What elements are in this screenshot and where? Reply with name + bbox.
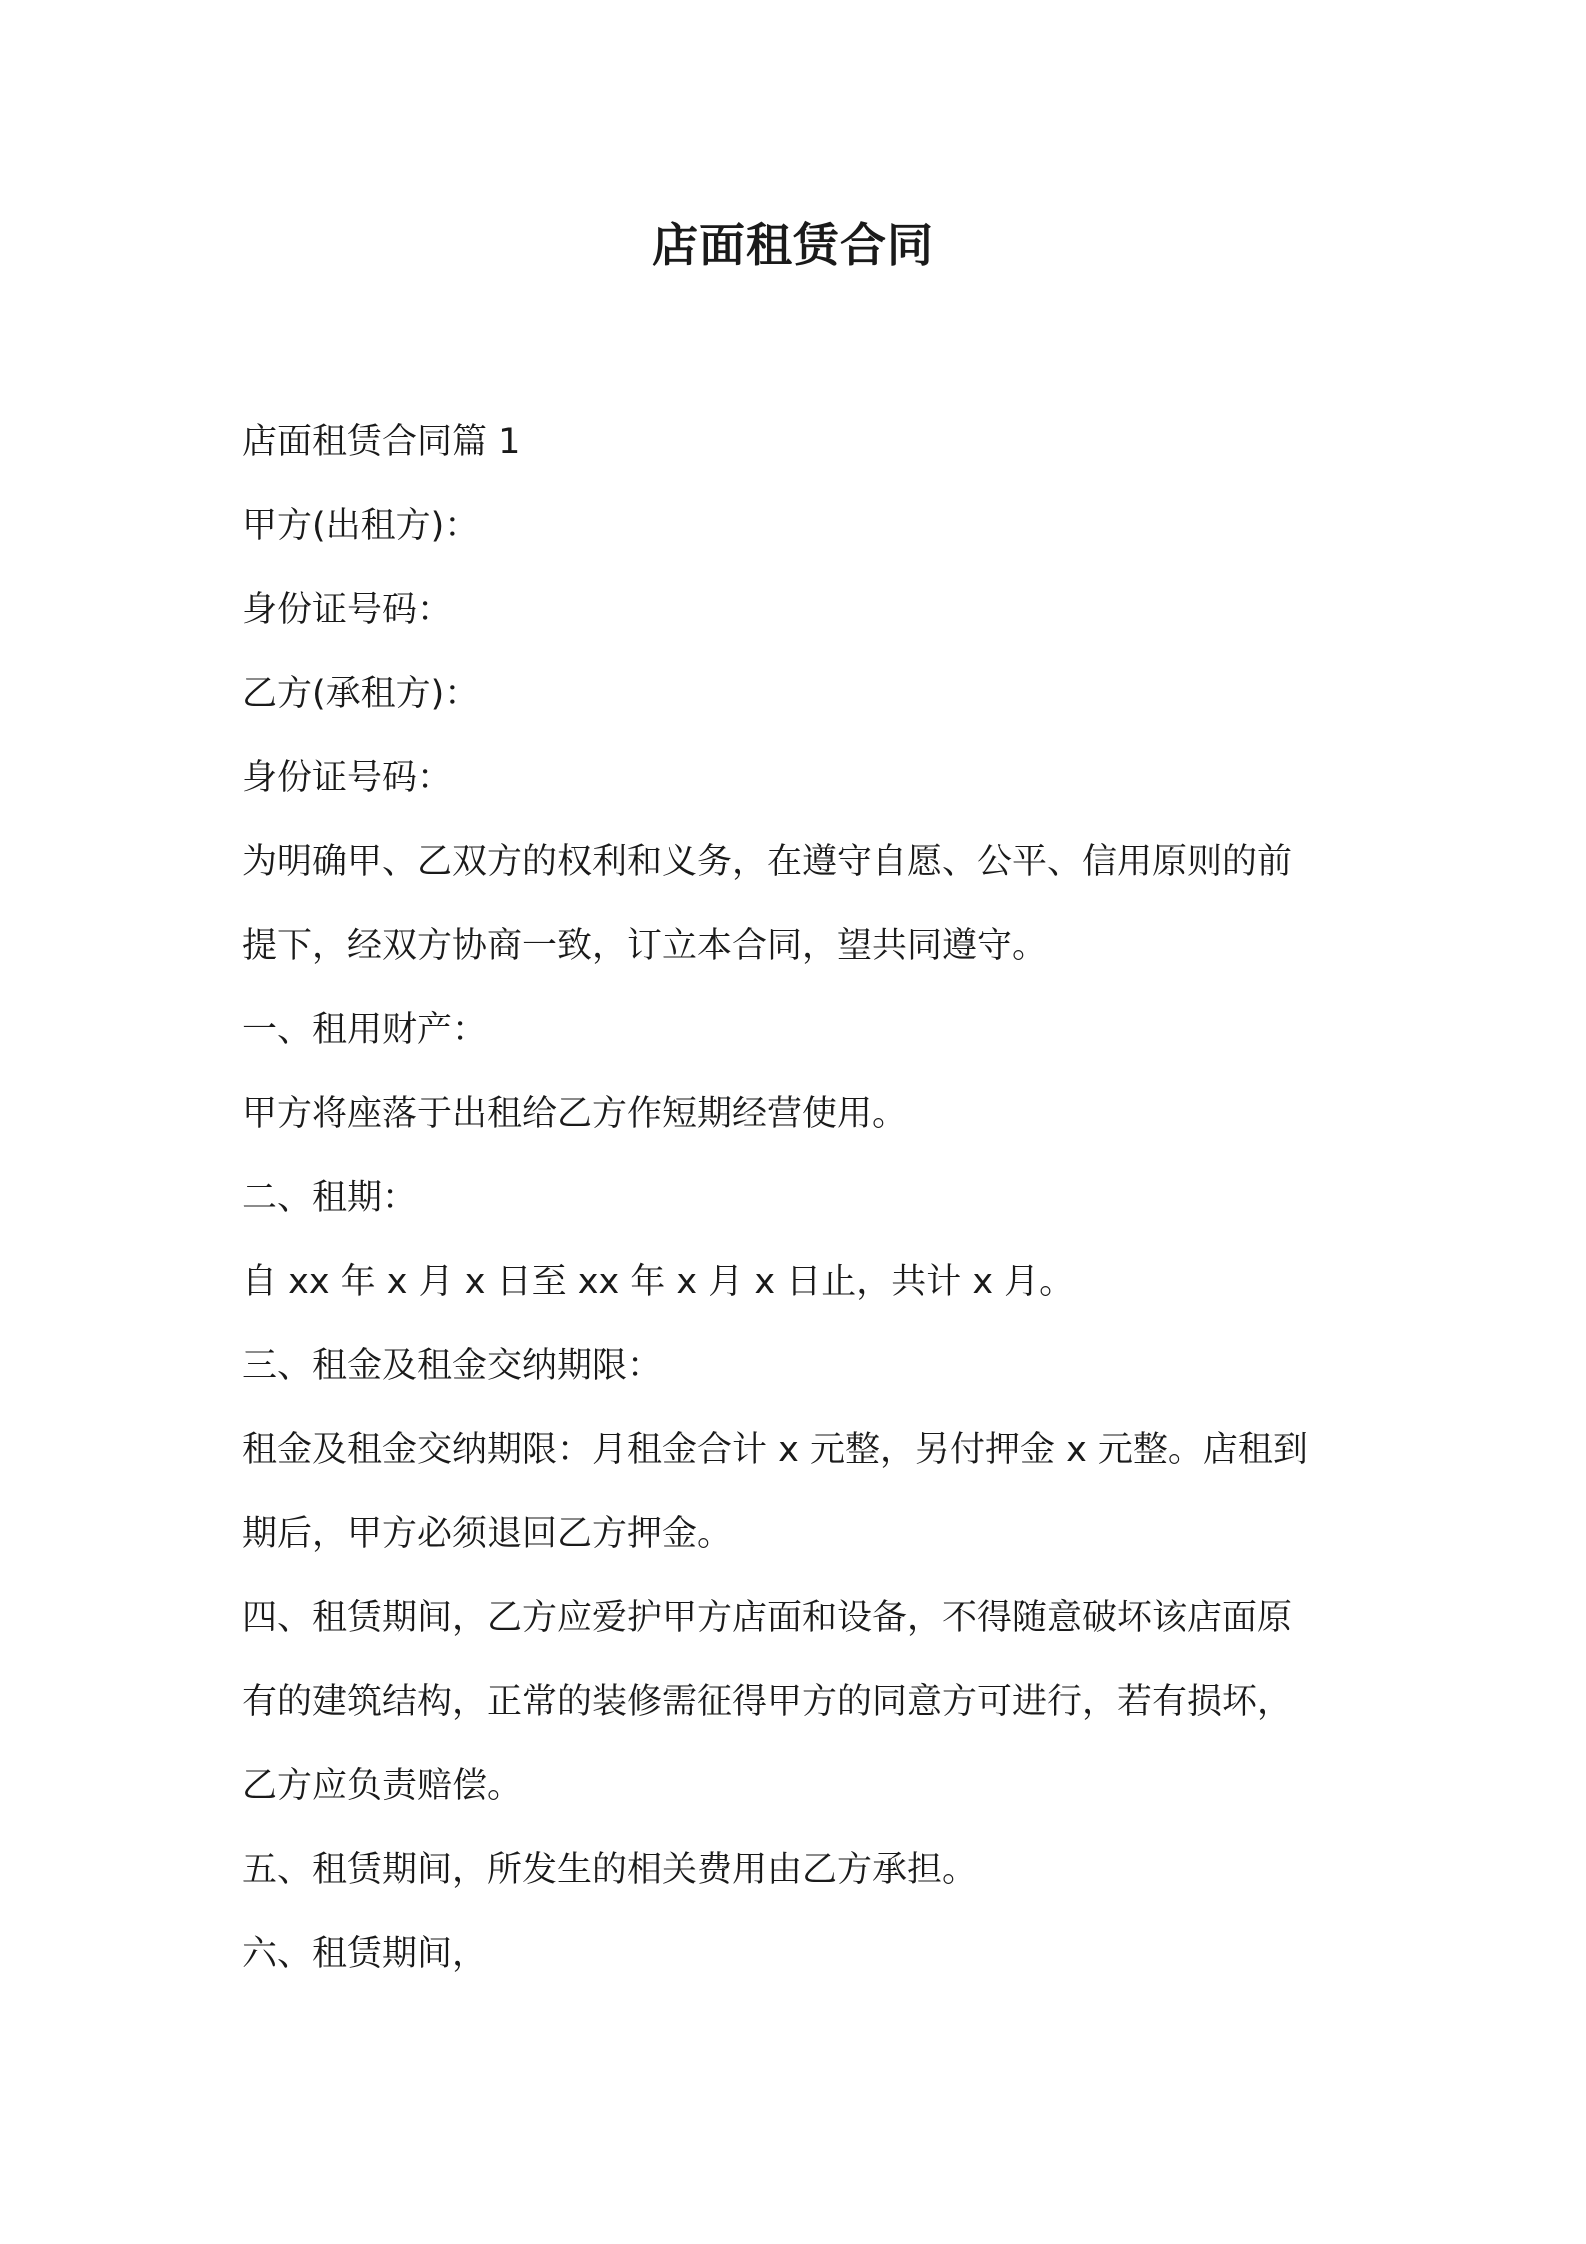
document-body xyxy=(242,400,1362,1996)
clause-text: 五、租赁期间，所发生的相关费用由乙方承担。 xyxy=(242,1850,978,1890)
clause-text: 租金及租金交纳期限：月租金合计 x 元整，另付押金 x 元整。店租到 xyxy=(242,1430,1308,1470)
clause-text: 自 xx 年 x 月 x 日至 xx 年 x 月 x 日止，共计 x 月。 xyxy=(242,1262,1075,1302)
clause-heading: 二、租期： xyxy=(242,1178,418,1218)
clause-text: 四、租赁期间，乙方应爱护甲方店面和设备，不得随意破坏该店面原 xyxy=(242,1598,1293,1638)
preamble-line: 为明确甲、乙双方的权利和义务，在遵守自愿、公平、信用原则的前 xyxy=(242,842,1293,882)
clause-text: 甲方将座落于出租给乙方作短期经营使用。 xyxy=(242,1094,908,1134)
preamble-line: 提下，经双方协商一致，订立本合同，望共同遵守。 xyxy=(242,926,1048,966)
clause-heading: 一、租用财产： xyxy=(242,1010,488,1050)
clause-text: 乙方应负责赔偿。 xyxy=(242,1766,523,1806)
clause-heading: 三、租金及租金交纳期限： xyxy=(242,1346,663,1386)
document-title: 店面租赁合同 xyxy=(652,218,934,272)
party-b-line: 乙方(承租方)： xyxy=(242,674,480,714)
party-b-id-line: 身份证号码： xyxy=(242,758,453,798)
clause-text: 期后，甲方必须退回乙方押金。 xyxy=(242,1514,733,1554)
party-a-line: 甲方(出租方)： xyxy=(242,506,480,546)
section-heading: 店面租赁合同篇 1 xyxy=(242,422,521,462)
party-a-id-line: 身份证号码： xyxy=(242,590,453,630)
clause-text: 有的建筑结构，正常的装修需征得甲方的同意方可进行，若有损坏， xyxy=(242,1682,1293,1722)
clause-text: 六、租赁期间， xyxy=(242,1934,488,1974)
